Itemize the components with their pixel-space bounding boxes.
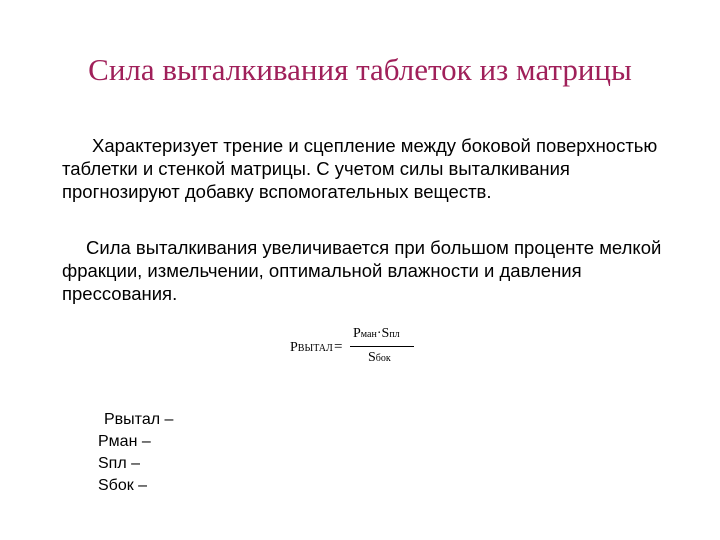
formula-num-p-subscript: ман xyxy=(360,329,377,340)
formula-denominator xyxy=(368,350,391,366)
formula-num-p: P xyxy=(353,326,361,341)
formula-fraction-line xyxy=(350,346,414,347)
formula-numerator xyxy=(353,326,400,342)
paragraph-friction xyxy=(62,134,662,203)
formula-den-s: S xyxy=(368,350,376,365)
formula-lhs-subscript: ВЫТАЛ xyxy=(297,343,333,354)
formula-lhs xyxy=(290,340,333,356)
formula-den-s-subscript: бок xyxy=(375,353,391,364)
formula-num-s: S xyxy=(381,326,390,341)
paragraph-increase xyxy=(62,236,662,305)
slide-title: Сила выталкивания таблеток из матрицы xyxy=(88,52,632,87)
formula-lhs-symbol: P xyxy=(290,340,298,355)
paragraph-increase-text: Сила выталкивания увеличивается при большом проценте мелкой фракции, измельчении, оптимальной влажности и давления прессования. xyxy=(62,237,662,304)
legend-item-sbok: Sбок – xyxy=(98,477,148,494)
legend-item-rman: Рман – xyxy=(98,433,151,450)
formula-num-s-subscript: пл xyxy=(389,329,400,340)
formula-num-dot: · xyxy=(376,326,382,341)
paragraph-friction-text: Характеризует трение и сцепление между боковой поверхностью таблетки и стенкой матрицы. С учетом силы выталкивания прогнозируют добавку вспомогательных веществ. xyxy=(62,135,658,202)
legend-item-rvytal: Рвытал – xyxy=(104,411,174,428)
formula-equals: = xyxy=(334,339,343,355)
variable-legend xyxy=(98,409,298,497)
ejection-force-formula xyxy=(290,326,430,376)
legend-item-spl: Sпл – xyxy=(98,455,141,472)
